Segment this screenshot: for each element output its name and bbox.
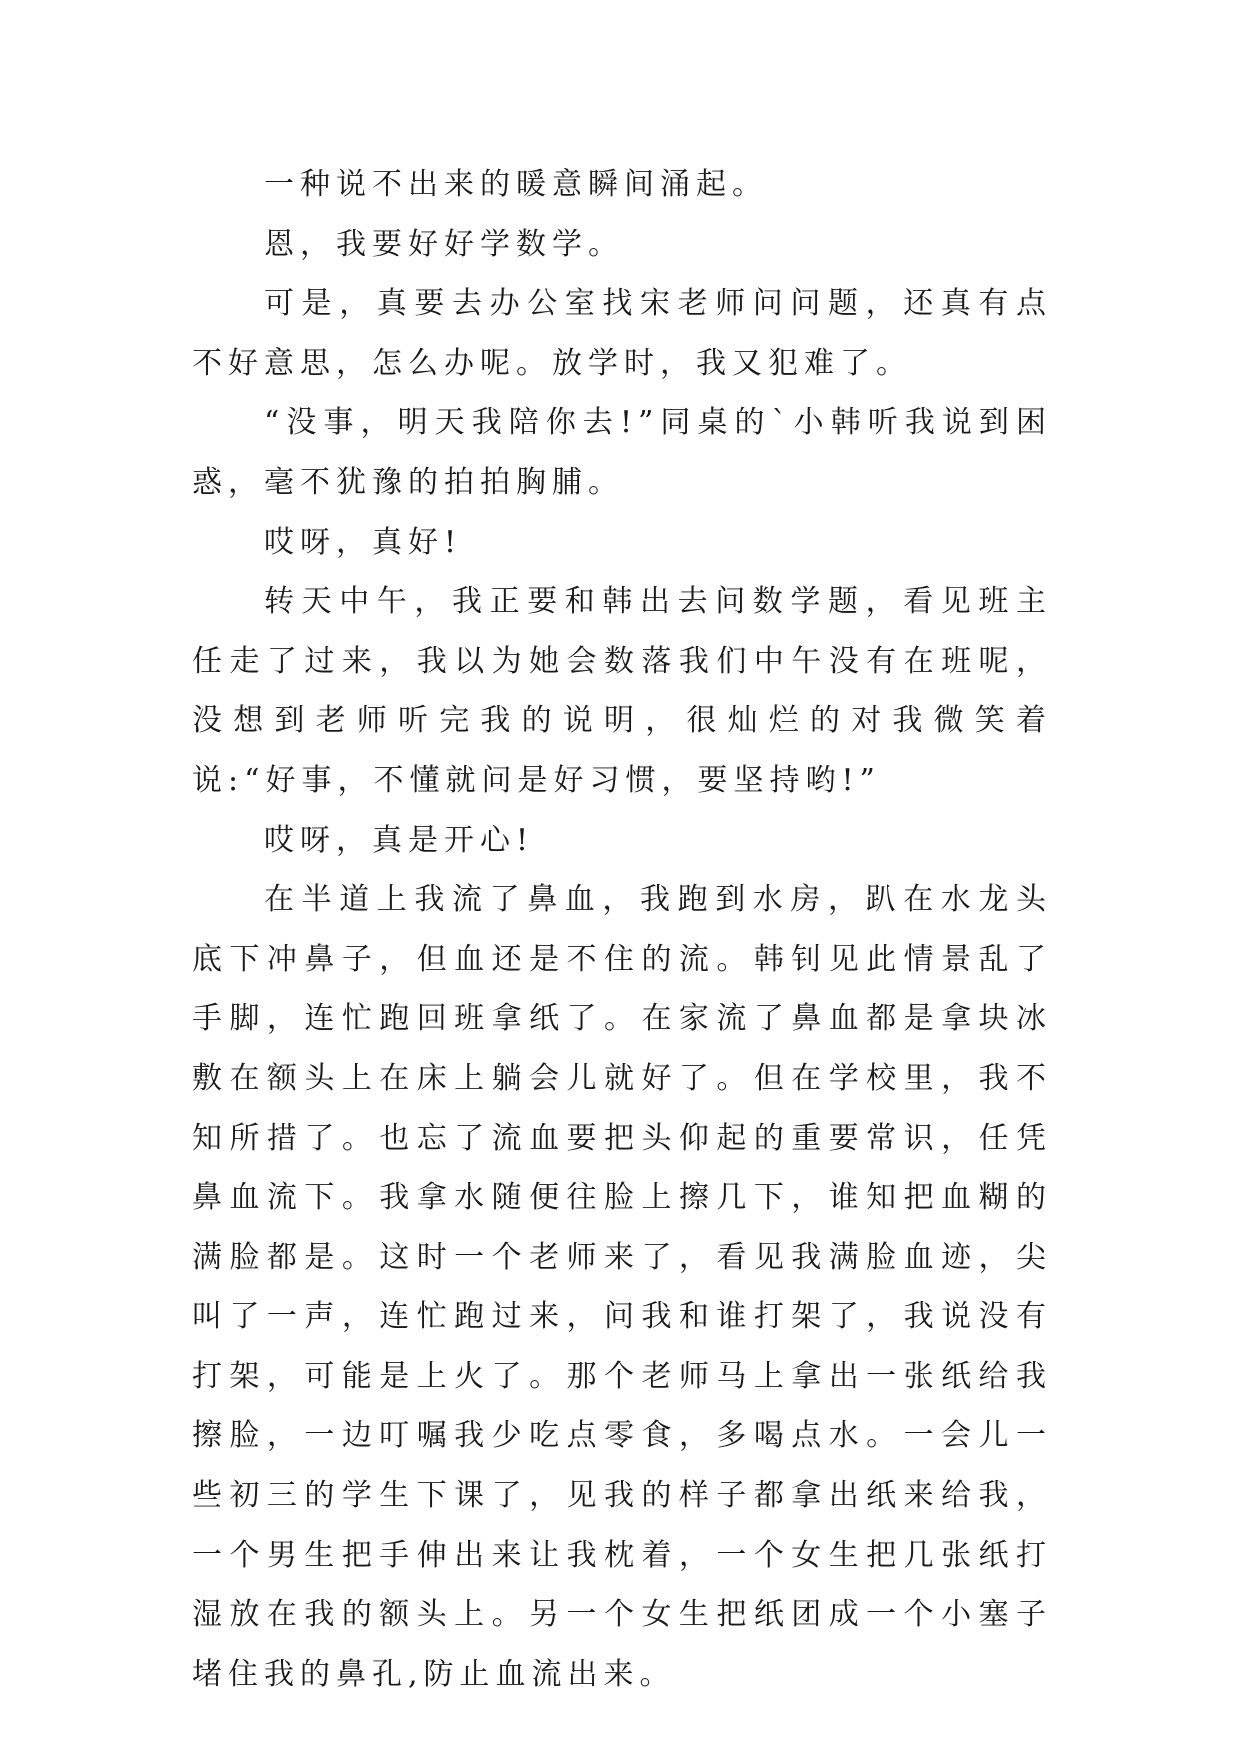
paragraph: 在半道上我流了鼻血，我跑到水房，趴在水龙头底下冲鼻子，但血还是不住的流。韩钊见此情景乱了手脚，连忙跑回班拿纸了。在家流了鼻血都是拿块冰敷在额头上在床上躺会儿就好了。但在学校里，我不知所措了。也忘了流血要把头仰起的重要常识，任凭鼻血流下。我拿水随便往脸上擦几下，谁知把血糊的满脸都是。这时一个老师来了，看见我满脸血迹，尖叫了一声，连忙跑过来，问我和谁打架了，我说没有打架，可能是上火了。那个老师马上拿出一张纸给我擦脸，一边叮嘱我少吃点零食，多喝点水。一会儿一些初三的学生下课了，见我的样子都拿出纸来给我，一个男生把手伸出来让我枕着，一个女生把几张纸打湿放在我的额头上。另一个女生把纸团成一个小塞子堵住我的鼻孔,防止血流出来。: [192, 882, 1052, 1692]
paragraph: 可是，真要去办公室找宋老师问问题，还真有点不好意思，怎么办呢。放学时，我又犯难了。: [192, 286, 1052, 381]
paragraph: “没事，明天我陪你去!”同桌的`小韩听我说到困惑，毫不犹豫的拍拍胸脯。: [192, 405, 1052, 500]
paragraph: 哎呀，真是开心!: [264, 822, 535, 858]
paragraph: 一种说不出来的暖意瞬间涌起。: [264, 167, 768, 202]
paragraph: 转天中午，我正要和韩出去问数学题，看见班主任走了过来，我以为她会数落我们中午没有在班呢，没想到老师听完我的说明，很灿烂的对我微笑着说:“好事，不懂就问是好习惯，要坚持哟!”: [192, 584, 1052, 798]
paragraph: 恩，我要好好学数学。: [264, 226, 624, 262]
paragraph: 哎呀，真好!: [264, 524, 463, 560]
body-text: [192, 155, 1052, 1704]
